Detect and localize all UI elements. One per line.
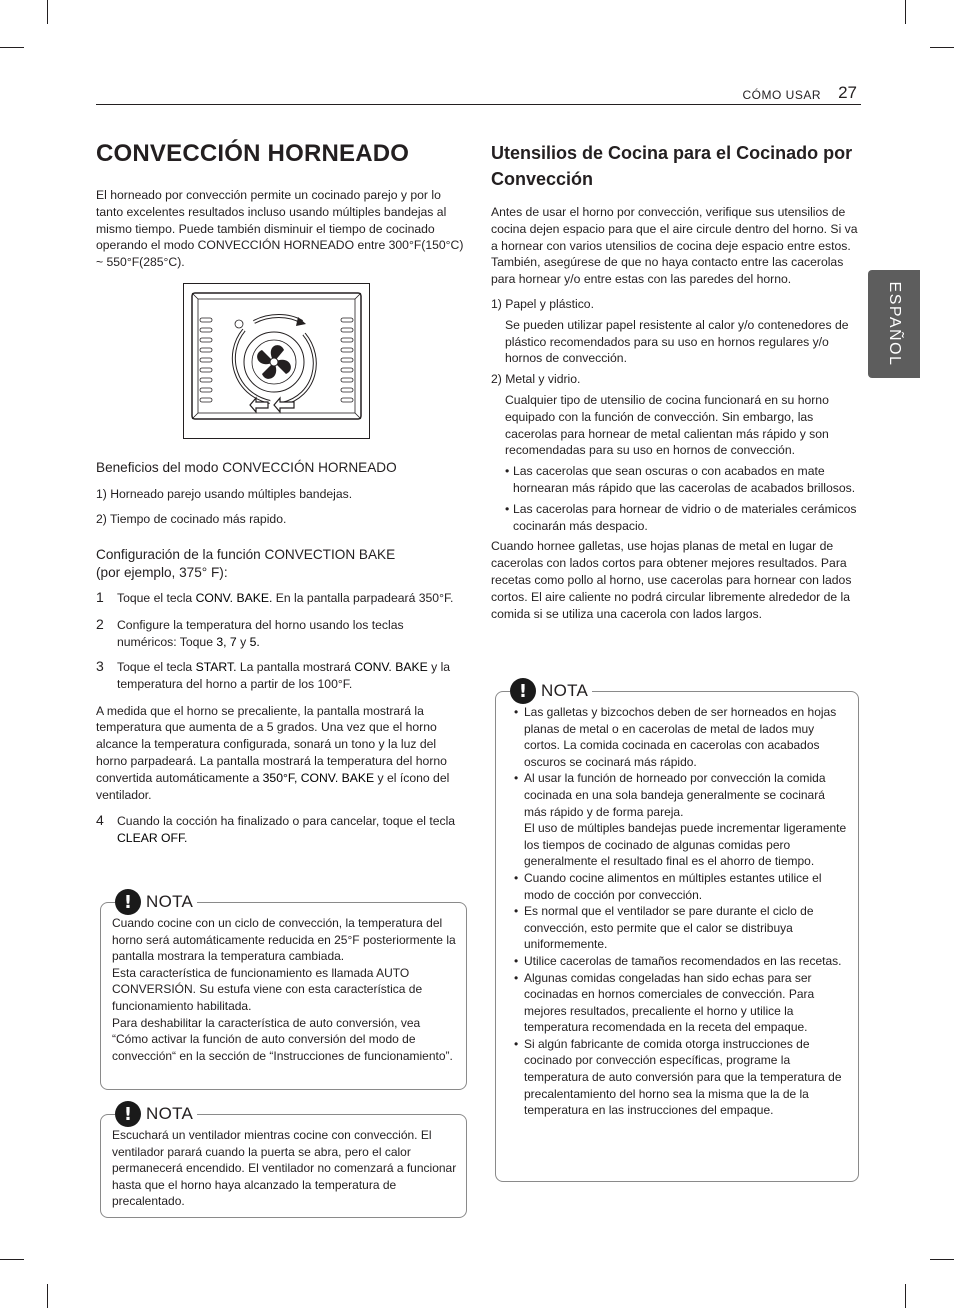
cookies-text: Cuando hornee galletas, use hojas planas de metal en lugar de cacerolas con lados cortos para obtener mejores resultados. Para recetas como pollo al horno, use cacerolas para hornear con lados cortos. El aire caliente no podrá circular libremente alrededor de la comida si se utiliza una cacerola con lados largos.	[491, 539, 852, 621]
page-header	[96, 80, 861, 105]
left-column	[96, 140, 466, 271]
note-text: Esta característica de funcionamiento es llamada AUTO CONVERSIÓN. Su estufa viene con esta característica de funcionamiento habilitada.	[112, 965, 423, 1013]
exclamation-icon: !	[115, 1101, 141, 1127]
left-column-lower	[96, 459, 466, 847]
exclamation-icon: !	[510, 678, 536, 704]
cookware-bullet: • Las cacerolas para hornear de vidrio o de materiales cerámicos cocinarán más despacio.	[491, 501, 861, 535]
crop-mark	[0, 1259, 24, 1260]
step-text: y la temperatura del horno a partir de los 100°F.	[117, 659, 451, 691]
note-bullet: • Algunas comidas congeladas han sido echas para ser cocinadas en hornos comerciales de convección. Para mejores resultados, precaliente el horno y utilice la temperatura recomendada en la receta del empaque.	[507, 970, 850, 1036]
cookware-item-text: Cualquier tipo de utensilio de cocina funcionará en su horno equipado con la función de convección. Sin embargo, las cacerolas para hornear de metal calientan más rápido y son recomendadas para su uso en hornos de convección.	[505, 392, 829, 458]
note-label: NOTA	[541, 681, 589, 700]
intro-text: El horneado por convección permite un cocinado parejo y por lo tanto excelentes resultados incluso usando múltiples bandejas al mismo tiempo. Puede también disminuir el tiempo de cocinado operando el modo CONVECCIÓN HORNEADO entre 300°F(150°C) ~ 550°F(285°C).	[96, 188, 464, 270]
crop-mark	[905, 1284, 906, 1308]
step-3	[96, 659, 466, 693]
step-number: 3	[96, 657, 104, 674]
note-bullet: • Al usar la función de horneado por convección la comida cocinada en una sola bandeja generalmente se cocinará más rápido y de forma pareja.	[507, 770, 850, 820]
right-column	[491, 140, 861, 622]
preheat-text-c: y el ícono del ventilador.	[96, 770, 450, 802]
crop-mark	[930, 47, 954, 48]
cookware-item-text: Se pueden utilizar papel resistente al calor y/o contenedores de plástico recomendados para su uso en hornos regulares y/o hornos de convección.	[505, 317, 849, 366]
step-number: 4	[96, 812, 104, 829]
note-bullet: • Es normal que el ventilador se pare durante el ciclo de convección, esto permite que el calor se distribuya uniformemente.	[507, 903, 850, 953]
key-label: CONV. BAKE.	[195, 590, 273, 605]
config-heading-example: (por ejemplo, 375° F):	[96, 564, 228, 580]
step-text: Configure la temperatura del horno usando los teclas numéricos: Toque	[117, 618, 404, 650]
note-text: Cuando cocine con un ciclo de convección, la temperatura del horno será automáticamente reducida en 25°F posteriormente la pantalla mostrara la temperatura cambiada.	[112, 916, 456, 964]
language-tab	[868, 270, 920, 378]
note-bullet: • Las galletas y bizcochos deben de ser horneados en hojas planas de metal o en cacerolas de metal de lados muy cortos. La comida cocinada en cacerolas con acabados oscuros se cocinará más rápido.	[507, 704, 850, 770]
crop-mark	[930, 1259, 954, 1260]
section-title: Utensilios de Cocina para el Cocinado por Convección	[491, 143, 853, 189]
key-label: CLEAR OFF.	[117, 831, 188, 846]
cookware-item-title: 2) Metal y vidrio.	[491, 372, 581, 387]
step-1	[96, 590, 466, 607]
key-label: START.	[195, 659, 237, 674]
crop-mark	[0, 47, 24, 48]
crop-mark	[47, 0, 48, 24]
step-text: Toque el tecla	[117, 590, 196, 605]
benefits-heading: Beneficios del modo CONVECCIÓN HORNEADO	[96, 460, 397, 475]
step-2	[96, 617, 466, 651]
note-header	[510, 678, 592, 704]
note-header	[115, 889, 197, 915]
note-bullet-continuation: El uso de múltiples bandejas puede incrementar ligeramente los tiempos de cocinado de algunas comidas pero generalmente el resultado final es el ahorro de tiempo.	[524, 821, 847, 869]
section-label: CÓMO USAR	[742, 88, 821, 102]
crop-mark	[905, 0, 906, 24]
step-number: 2	[96, 616, 104, 633]
note-label: NOTA	[146, 1104, 194, 1123]
step-number: 1	[96, 588, 104, 605]
exclamation-icon: !	[115, 889, 141, 915]
preheat-text-a: A medida que el horno se precaliente, la pantalla mostrará la temperatura que aumenta de a 5 grados. Una vez que el horno alcance la temperatura configurada, sonará un tono y la luz del horno parpadeará. La pantalla mostrará la temperatura del horno convertida automáticamente a	[96, 703, 447, 785]
note-bullet: • Utilice cacerolas de tamaños recomendados en las recetas.	[507, 953, 850, 970]
step-text: En la pantalla parpadeará 350°F.	[272, 590, 454, 605]
page-number: 27	[838, 83, 857, 102]
step-text: y	[236, 635, 250, 650]
step-text: La pantalla mostrará	[236, 659, 355, 674]
oven-convection-diagram	[183, 283, 370, 439]
note-box-auto-conversion	[100, 891, 467, 1090]
note-header	[115, 1101, 197, 1127]
cookware-bullet: • Las cacerolas que sean oscuras o con acabados en mate hornearan más rápido que las cacerolas de acabados brillosos.	[491, 463, 861, 497]
note-bullet: • Cuando cocine alimentos en múltiples estantes utilice el modo de cocción por convección.	[507, 870, 850, 903]
key-label: CONV. BAKE	[354, 659, 428, 674]
note-text: Escuchará un ventilador mientras cocine con convección. El ventilador parará cuando la puerta se abra, pero el calor permanecerá encendido. El ventilador no comenzará a funcionar hasta que el horno haya alcanzado la temperatura de precalentado.	[112, 1128, 457, 1209]
benefit-item: 2) Tiempo de cocinado más rapido.	[96, 511, 287, 526]
note-box-cookware	[495, 680, 859, 1182]
config-heading: Configuración de la función CONVECTION BAKE	[96, 546, 396, 562]
display-label: 350°F, CONV. BAKE	[262, 770, 375, 785]
convection-fan-illustration	[184, 284, 369, 438]
key-label: 3, 7	[216, 635, 237, 650]
note-bullet: • Si algún fabricante de comida otorga instrucciones de cocinado por convección específicas, programe la temperatura de auto conversión para que la temperatura de precalentamiento del horno sea la misma que la de la temperatura en las instrucciones del empaque.	[507, 1036, 850, 1119]
cookware-intro: Antes de usar el horno por convección, verifique sus utensilios de cocina dejen espacio para que el aire circule dentro del horno. Si va a hornear con varios utensilios de cocina deje espacio entre estos. También, asegúrese de que no haya contacto entre las cacerolas para hornear y/o entre estas con las paredes del horno.	[491, 205, 858, 287]
note-label: NOTA	[146, 892, 194, 911]
key-label: 5.	[249, 635, 260, 650]
note-box-fan	[100, 1103, 467, 1218]
page-title: CONVECCIÓN HORNEADO	[96, 140, 410, 167]
language-tab-label: ESPAÑOL	[886, 281, 903, 367]
benefit-item: 1) Horneado parejo usando múltiples bandejas.	[96, 487, 353, 501]
cookware-item-title: 1) Papel y plástico.	[491, 296, 594, 311]
note-text: Para deshabilitar la característica de auto conversión, vea “Cómo activar la función de auto conversión del modo de convección“ en la sección de “Instrucciones de funcionamiento”.	[112, 1015, 453, 1063]
crop-mark	[47, 1284, 48, 1308]
step-4	[96, 813, 466, 847]
step-text: Toque el tecla	[117, 659, 196, 674]
preheat-text	[96, 703, 466, 804]
step-text: Cuando la cocción ha finalizado o para cancelar, toque el tecla	[117, 814, 456, 829]
